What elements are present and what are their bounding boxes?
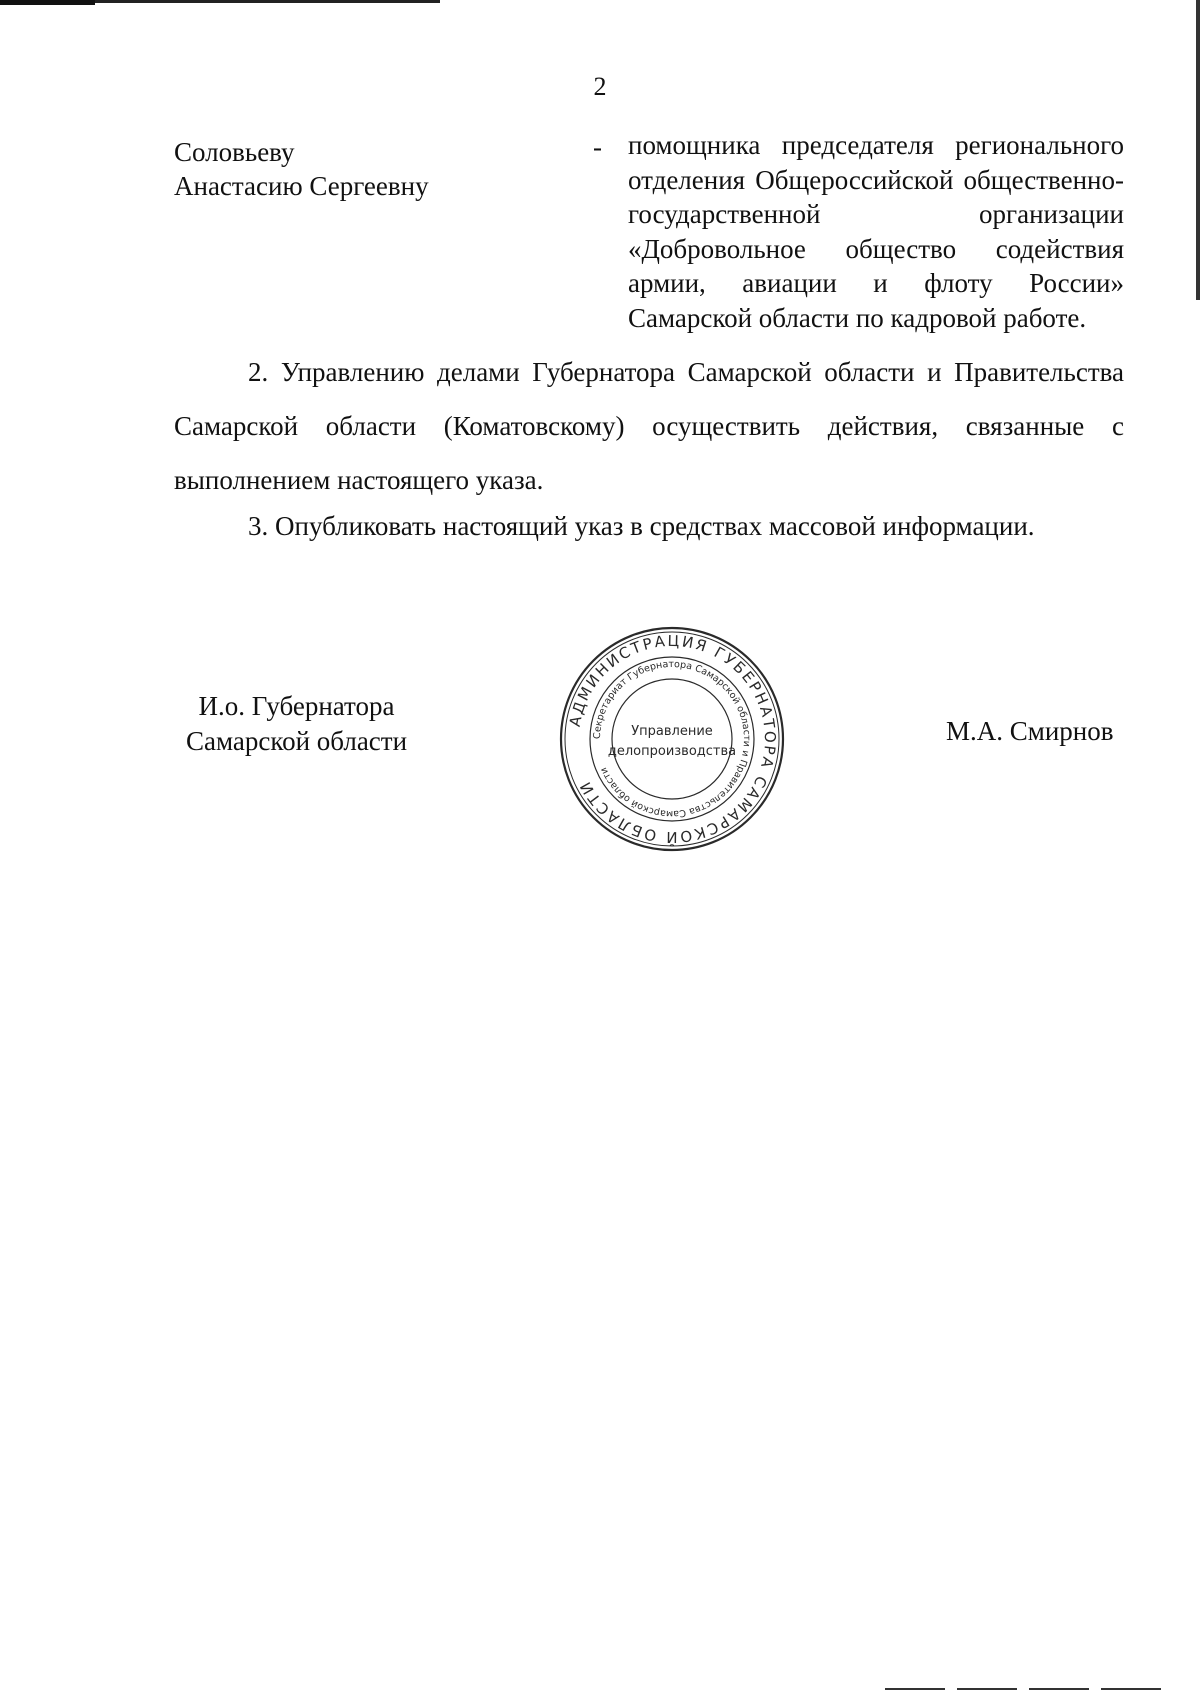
appointee-given-names: Анастасию Сергеевну [174,171,429,201]
svg-text:Секретариат Губернатора Самарс [592,659,752,819]
seal-center-line2: делопроизводства [607,744,737,759]
scan-edge-bottom [885,1688,1165,1690]
paragraph-2: 2. Управлению делами Губернатора Самарской области и Правительства Самарской области (Коматовскому) осуществить действия, связанные с выполнением настоящего указа. [174,357,1124,495]
signer-title-line2: Самарской области [185,726,408,756]
seal-center-line1: Управление [631,724,713,739]
signer-title-line1: И.о. Губернатора [198,691,395,721]
scan-edge-right [1196,0,1200,300]
scan-edge-top-heavy [0,0,95,5]
official-seal [557,624,787,854]
appointee-position: помощника председателя регионального отделения Общероссийской общественно-государственной организации «Добровольное общество содействия армии, авиации и флоту России» Самарской области по кадровой работе. [628,130,1124,333]
seal-inner-text: Секретариат Губернатора Самарской области и Правительства Самарской области [591,658,753,820]
appointee-surname: Соловьеву [174,137,295,167]
page-number: 2 [593,72,607,101]
appointee-dash: - [593,132,602,162]
appointee-name [174,135,429,203]
paragraph-3: 3. Опубликовать настоящий указ в средствах массовой информации. [248,511,1035,541]
signer-title [174,689,419,759]
seal-outer-text: АДМИНИСТРАЦИЯ ГУБЕРНАТОРА САМАРСКОЙ ОБЛАСТИ [565,631,780,847]
signer-name: М.А. Смирнов [946,716,1114,746]
